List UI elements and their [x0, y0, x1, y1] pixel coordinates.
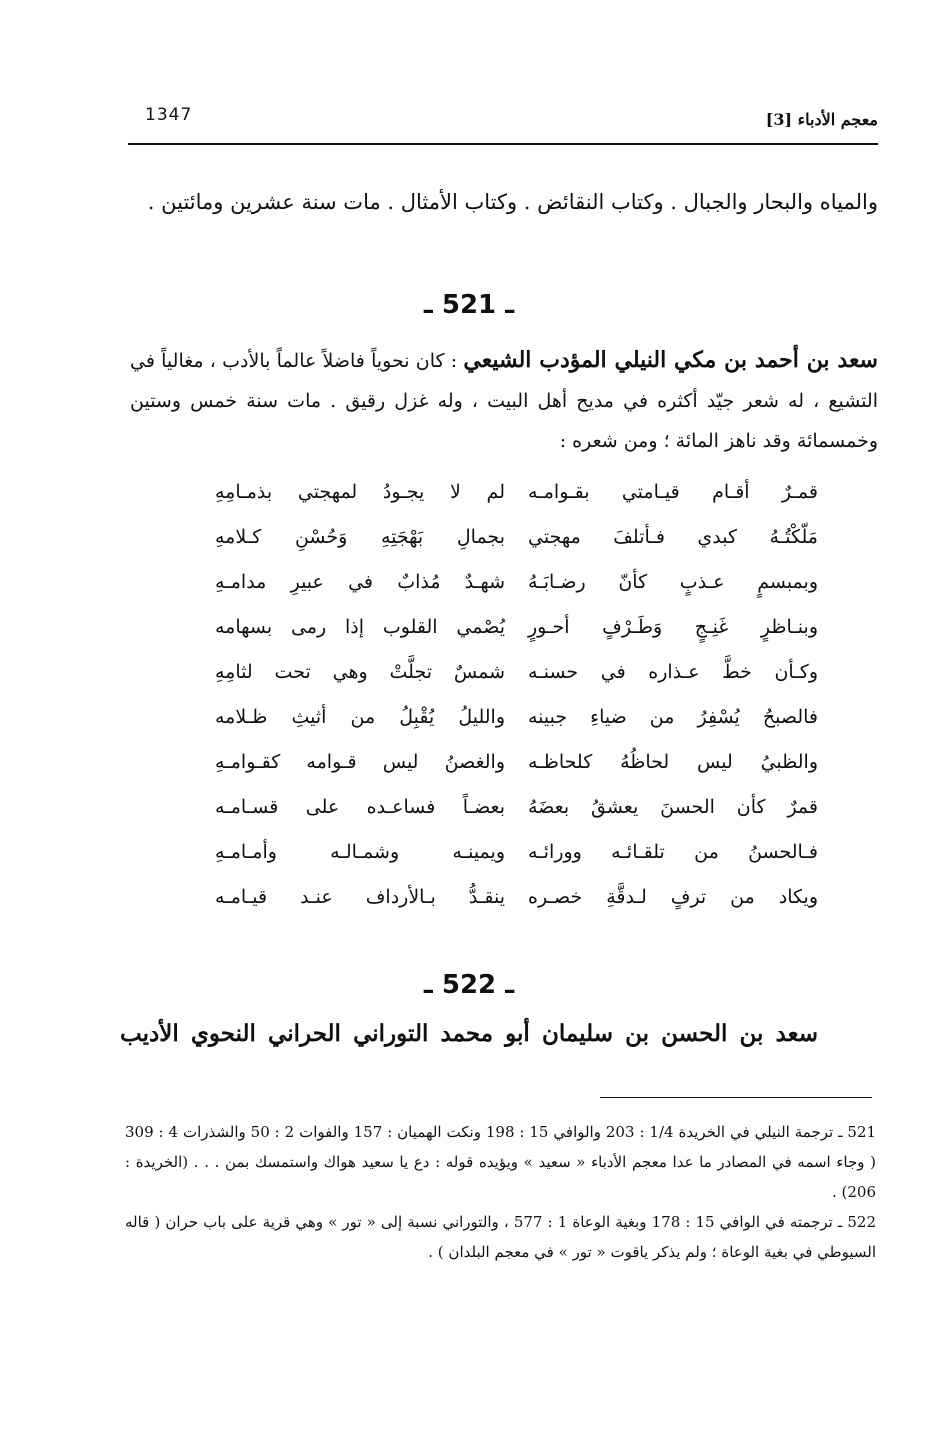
- verses-first-hemistichs: [528, 470, 818, 920]
- footnotes: [125, 1117, 876, 1267]
- entry-number-522: ـ 522 ـ: [423, 970, 515, 1000]
- verse-2-second: بجمالِ بَهْجَتِهِ وَحُسْنِ كـلامهِ: [215, 526, 505, 548]
- verse-1-second: لم لا يجـودُ لمهجتي بذمـامِهِ: [215, 481, 505, 503]
- verse-5-second: شمسٌ تجلَّتْ وهي تحت لثامِهِ: [215, 661, 505, 683]
- footnote-522: 522 ـ ترجمته في الوافي 15 : 178 وبغية الوعاة 1 : 577 ، والتوراني نسبة إلى « تور » وهي قرية على باب حران ( قاله السيوطي في بغية الوعاة ؛ ولم يذكر ياقوت « تور » في معجم البلدان ) .: [125, 1213, 877, 1261]
- footnote-rule: [600, 1097, 872, 1098]
- verse-8-second: بعضـاً فساعـده على قسـامـه: [215, 796, 505, 818]
- intro-paragraph: والمياه والبحار والجبال . وكتاب النقائض . وكتاب الأمثال . مات سنة عشرين ومائتين .: [147, 190, 878, 214]
- verse-9-first: فـالحسنُ من تلقـائـه وورائـه: [528, 841, 818, 863]
- verse-10-first: ويكاد من ترفٍ لـدقَّةِ خصـره: [528, 886, 818, 908]
- entry-522-title: سعد بن الحسن بن سليمان أبو محمد التوراني الحراني النحوي الأديب: [120, 1020, 818, 1047]
- verse-6-second: والليلُ يُقْبِلُ من أثيثِ ظـلامه: [215, 706, 505, 728]
- verse-4-first: وبنـاظرٍ غَنِـجٍ وَطَـرْفٍ أحـورٍ: [528, 616, 818, 638]
- entry-521-name: سعد بن أحمد بن مكي النيلي المؤدب الشيعي: [463, 347, 878, 373]
- verse-7-second: والغصنُ ليس قـوامه كقـوامـهِ: [215, 751, 505, 773]
- verse-3-second: شهـدٌ مُذابٌ في عبيرِ مدامـهِ: [215, 571, 505, 593]
- header-rule: [128, 143, 878, 145]
- verse-5-first: وكـأن خطَّ عـذاره في حسنـه: [528, 661, 818, 683]
- running-header-title: معجم الأدباء [3]: [765, 110, 878, 129]
- verse-8-first: قمرٌ كأن الحسنَ يعشقُ بعضَهُ: [528, 796, 818, 818]
- verse-2-first: مَلّكْتُـهُ كبدي فـأتلفَ مهجتي: [528, 526, 818, 548]
- footnote-521: 521 ـ ترجمة النيلي في الخريدة 1/4 : 203 والوافي 15 : 198 ونكت الهميان : 157 والفوات 2 : 50 والشذرات 4 : 309 ( وجاء اسمه في المصادر ما عدا معجم الأدباء « سعيد » ويؤيده قوله : دع يا سعيد هواك واستمسك بمن . . . (الخريدة : 206) .: [125, 1123, 877, 1201]
- entry-521-paragraph: [130, 340, 878, 461]
- verse-4-second: يُصْمي القلوب إذا رمى بسهامه: [215, 616, 505, 638]
- verse-7-first: والظبيُ ليس لحاظُهُ كلحاظـه: [528, 751, 818, 773]
- entry-521-text: : كان نحوياً فاضلاً عالماً بالأدب ، مغالياً في التشيع ، له شعر جيّد أكثره في مديح أهل البيت ، وله غزل رقيق . مات سنة خمس وستين وخمسمائة وقد ناهز المائة ؛ ومن شعره :: [130, 350, 878, 452]
- entry-number-521: ـ 521 ـ: [423, 290, 515, 320]
- verse-6-first: فالصبحُ يُسْفِرُ من ضياءِ جبينه: [528, 706, 818, 728]
- verse-1-first: قمـرٌ أقـام قيـامتي بقـوامـه: [528, 481, 818, 503]
- page-number: 1347: [145, 105, 193, 125]
- verse-3-first: وبمبسمٍ عـذبٍ كأنّ رضـابَـهُ: [528, 571, 818, 593]
- verse-9-second: ويمينـه وشمـالـه وأمـامـهِ: [215, 841, 505, 863]
- verses-second-hemistichs: [215, 470, 505, 920]
- verse-10-second: ينقـدُّ بـالأرداف عنـد قيـامـه: [215, 886, 505, 908]
